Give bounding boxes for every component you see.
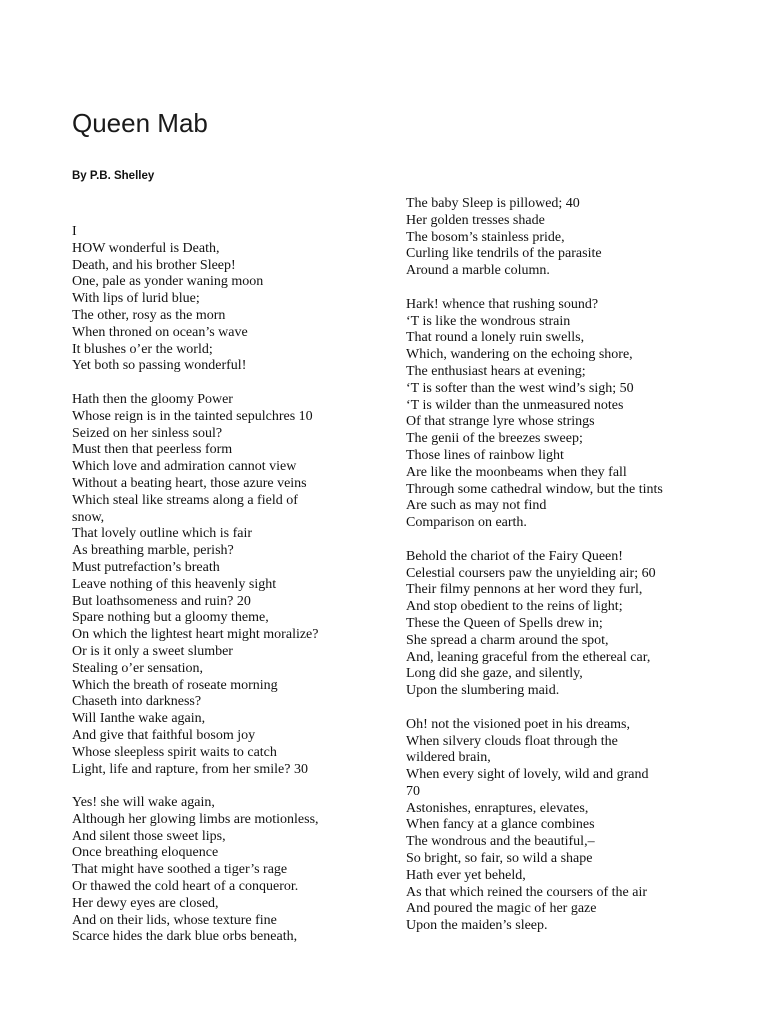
poem-line: Or thawed the cold heart of a conqueror. xyxy=(72,879,299,895)
poem-line: Curling like tendrils of the parasite xyxy=(406,246,602,262)
poem-line: 70 xyxy=(406,783,420,799)
poem-line: That might have soothed a tiger’s rage xyxy=(72,862,288,878)
poem-line: Oh! not the visioned poet in his dreams, xyxy=(406,716,630,732)
poem-line: Spare nothing but a gloomy theme, xyxy=(72,610,269,626)
poem-line: The enthusiast hears at evening; xyxy=(406,363,586,379)
poem-line: Around a marble column. xyxy=(406,263,550,279)
poem-line: And, leaning graceful from the ethereal car, xyxy=(406,649,651,665)
poem-line: Light, life and rapture, from her smile? 30 xyxy=(72,761,308,777)
poem-line: The other, rosy as the morn xyxy=(72,307,226,323)
poem-line: Whose sleepless spirit waits to catch xyxy=(72,744,277,760)
poem-line: Which steal like streams along a field of xyxy=(72,492,298,508)
poem-stanza xyxy=(72,224,382,375)
poem-line: Whose reign is in the tainted sepulchres 10 xyxy=(72,408,313,424)
poem-line: snow, xyxy=(72,509,105,525)
poem-line: With lips of lurid blue; xyxy=(72,291,200,307)
poem-line: These the Queen of Spells drew in; xyxy=(406,615,603,631)
poem-line: And give that faithful bosom joy xyxy=(72,727,256,743)
poem-line: Yet both so passing wonderful! xyxy=(72,358,247,374)
poem-line: As breathing marble, perish? xyxy=(72,543,234,559)
poem-line: Upon the maiden’s sleep. xyxy=(406,918,548,934)
poem-line: When throned on ocean’s wave xyxy=(72,324,248,340)
poem-line: Long did she gaze, and silently, xyxy=(406,666,583,682)
poem-line: She spread a charm around the spot, xyxy=(406,632,609,648)
poem-line: Death, and his brother Sleep! xyxy=(72,257,236,273)
poem-line: Without a beating heart, those azure veins xyxy=(72,475,307,491)
poem-line: ‘T is softer than the west wind’s sigh; 50 xyxy=(406,380,634,396)
poem-line: Their filmy pennons at her word they furl, xyxy=(406,582,643,598)
poem-line: It blushes o’er the world; xyxy=(72,341,213,357)
poem-line: Hath then the gloomy Power xyxy=(72,391,233,407)
poem-line: Celestial coursers paw the unyielding air; 60 xyxy=(406,565,656,581)
poem-line: Must putrefaction’s breath xyxy=(72,559,220,575)
poem-line: Behold the chariot of the Fairy Queen! xyxy=(406,548,623,564)
poem-line: Her dewy eyes are closed, xyxy=(72,895,219,911)
poem-line: That round a lonely ruin swells, xyxy=(406,330,585,346)
poem-line: When every sight of lovely, wild and grand xyxy=(406,767,649,783)
poem-line: One, pale as yonder waning moon xyxy=(72,274,264,290)
poem-stanza xyxy=(72,392,382,778)
poem-line: Her golden tresses shade xyxy=(406,212,545,228)
poem-stanza xyxy=(406,196,736,280)
poem-line: The genii of the breezes sweep; xyxy=(406,431,583,447)
poem-line: And silent those sweet lips, xyxy=(72,828,226,844)
poem-line: When silvery clouds float through the xyxy=(406,733,618,749)
poem-line: Or is it only a sweet slumber xyxy=(72,643,233,659)
document-title: Queen Mab xyxy=(72,108,208,138)
poem-line: Hark! whence that rushing sound? xyxy=(406,296,599,312)
poem-line: But loathsomeness and ruin? 20 xyxy=(72,593,251,609)
poem-line: Must then that peerless form xyxy=(72,442,233,458)
poem-line: On which the lightest heart might moralize? xyxy=(72,627,319,643)
poem-line: Upon the slumbering maid. xyxy=(406,683,560,699)
poem-line: Although her glowing limbs are motionless, xyxy=(72,811,319,827)
poem-line: And poured the magic of her gaze xyxy=(406,901,597,917)
poem-line: And stop obedient to the reins of light; xyxy=(406,599,623,615)
author-byline: By P.B. Shelley xyxy=(72,170,155,182)
poem-line: Which love and admiration cannot view xyxy=(72,459,297,475)
poem-stanza xyxy=(406,549,736,700)
poem-stanza xyxy=(406,717,736,935)
poem-line: Of that strange lyre whose strings xyxy=(406,414,595,430)
poem-line: Hath ever yet beheld, xyxy=(406,867,526,883)
poem-line: Once breathing eloquence xyxy=(72,845,219,861)
poem-line: Are such as may not find xyxy=(406,498,547,514)
poem-stanza xyxy=(406,297,736,532)
poem-column-left xyxy=(72,224,382,963)
poem-line: Those lines of rainbow light xyxy=(406,447,564,463)
poem-line: Astonishes, enraptures, elevates, xyxy=(406,800,589,816)
poem-line: I xyxy=(72,224,77,239)
poem-line: So bright, so fair, so wild a shape xyxy=(406,851,593,867)
poem-line: Through some cathedral window, but the tints xyxy=(406,481,663,497)
poem-line: Leave nothing of this heavenly sight xyxy=(72,576,277,592)
poem-line: Chaseth into darkness? xyxy=(72,694,202,710)
poem-line: Which the breath of roseate morning xyxy=(72,677,278,693)
poem-line: Yes! she will wake again, xyxy=(72,795,215,811)
poem-line: The wondrous and the beautiful,– xyxy=(406,834,595,850)
poem-line: wildered brain, xyxy=(406,750,491,766)
poem-line: Scarce hides the dark blue orbs beneath, xyxy=(72,929,298,945)
poem-column-right xyxy=(406,196,736,952)
poem-line: Will Ianthe wake again, xyxy=(72,711,206,727)
poem-line: HOW wonderful is Death, xyxy=(72,240,220,256)
poem-line: The bosom’s stainless pride, xyxy=(406,229,565,245)
poem-line: As that which reined the coursers of the air xyxy=(406,884,648,900)
poem-line: And on their lids, whose texture fine xyxy=(72,912,277,928)
poem-line: Seized on her sinless soul? xyxy=(72,425,223,441)
poem-line: Comparison on earth. xyxy=(406,515,527,531)
poem-line: Stealing o’er sensation, xyxy=(72,660,204,676)
poem-line: The baby Sleep is pillowed; 40 xyxy=(406,196,580,211)
poem-line: ‘T is like the wondrous strain xyxy=(406,313,571,329)
poem-line: ‘T is wilder than the unmeasured notes xyxy=(406,397,624,413)
poem-line: Are like the moonbeams when they fall xyxy=(406,464,627,480)
poem-line: When fancy at a glance combines xyxy=(406,817,595,833)
poem-line: Which, wandering on the echoing shore, xyxy=(406,347,633,363)
poem-line: That lovely outline which is fair xyxy=(72,526,253,542)
poem-stanza xyxy=(72,795,382,946)
